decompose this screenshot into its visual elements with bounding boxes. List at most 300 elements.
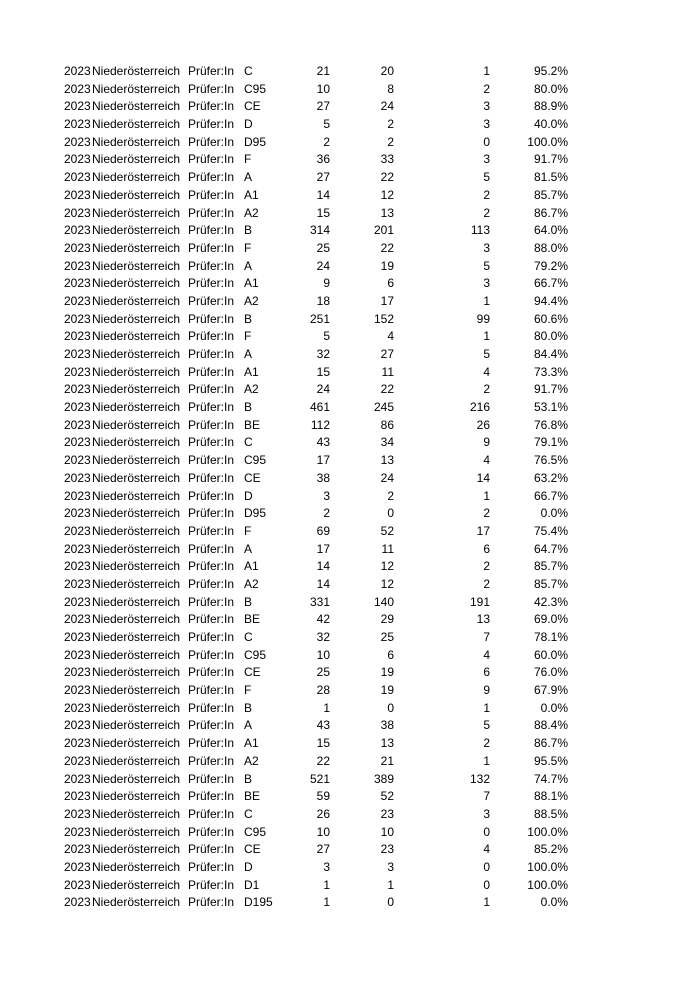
cell-pass-rate: 40.0% (533, 117, 568, 132)
cell-role: Prüfer:In (188, 859, 235, 874)
cell-role: Prüfer:In (188, 541, 235, 556)
cell-year: 2023 (64, 612, 91, 627)
cell-year: 2023 (64, 576, 91, 591)
cell-year: 2023 (64, 205, 91, 220)
cell-pass-rate: 88.9% (533, 99, 568, 114)
cell-total: 15 (316, 736, 330, 751)
cell-role: Prüfer:In (188, 700, 235, 715)
cell-region: Niederösterreich (92, 258, 181, 273)
table-row (64, 594, 574, 612)
cell-year: 2023 (64, 541, 91, 556)
cell-failed: 5 (483, 170, 490, 185)
cell-failed: 1 (483, 64, 490, 78)
cell-total: 14 (316, 576, 330, 591)
cell-role: Prüfer:In (188, 488, 235, 503)
cell-year: 2023 (64, 700, 91, 715)
cell-passed: 22 (380, 382, 394, 397)
cell-pass-rate: 74.7% (533, 771, 568, 786)
cell-region: Niederösterreich (92, 824, 181, 839)
cell-role: Prüfer:In (188, 276, 235, 291)
cell-failed: 4 (483, 364, 490, 379)
cell-year: 2023 (64, 789, 91, 804)
table-row (64, 258, 574, 276)
cell-total: 2 (323, 506, 330, 521)
cell-license-class: D (244, 488, 253, 503)
cell-year: 2023 (64, 647, 91, 662)
cell-passed: 6 (387, 647, 394, 662)
cell-year: 2023 (64, 630, 91, 644)
cell-region: Niederösterreich (92, 877, 181, 892)
cell-year: 2023 (64, 594, 91, 609)
cell-pass-rate: 91.7% (533, 152, 568, 167)
cell-pass-rate: 76.0% (533, 665, 568, 680)
cell-failed: 2 (483, 382, 490, 397)
cell-pass-rate: 73.3% (533, 364, 568, 379)
cell-pass-rate: 86.7% (533, 736, 568, 751)
cell-total: 5 (323, 329, 330, 344)
cell-region: Niederösterreich (92, 506, 181, 521)
data-table (64, 63, 574, 912)
cell-failed: 0 (483, 859, 490, 874)
cell-role: Prüfer:In (188, 842, 235, 857)
cell-total: 1 (323, 895, 330, 910)
cell-total: 32 (316, 347, 330, 361)
cell-role: Prüfer:In (188, 789, 235, 804)
cell-region: Niederösterreich (92, 276, 181, 291)
cell-failed: 14 (476, 470, 490, 485)
cell-pass-rate: 88.4% (533, 718, 568, 733)
cell-pass-rate: 63.2% (533, 470, 568, 485)
cell-year: 2023 (64, 347, 91, 361)
cell-region: Niederösterreich (92, 470, 181, 485)
cell-passed: 23 (380, 806, 394, 821)
table-row (64, 169, 574, 187)
cell-total: 22 (316, 753, 330, 768)
cell-pass-rate: 94.4% (533, 293, 568, 308)
cell-role: Prüfer:In (188, 647, 235, 662)
cell-passed: 6 (387, 276, 394, 291)
table-row (64, 364, 574, 382)
cell-total: 43 (316, 718, 330, 733)
table-row (64, 81, 574, 99)
cell-year: 2023 (64, 276, 91, 291)
cell-failed: 0 (483, 824, 490, 839)
cell-failed: 1 (483, 753, 490, 768)
cell-license-class: F (244, 240, 252, 255)
cell-role: Prüfer:In (188, 187, 235, 202)
cell-region: Niederösterreich (92, 117, 181, 132)
cell-total: 461 (309, 400, 330, 415)
cell-region: Niederösterreich (92, 205, 181, 220)
cell-license-class: A1 (244, 187, 259, 202)
cell-total: 3 (323, 859, 330, 874)
cell-region: Niederösterreich (92, 453, 181, 468)
cell-year: 2023 (64, 240, 91, 255)
cell-passed: 24 (380, 99, 394, 114)
table-row (64, 824, 574, 842)
cell-role: Prüfer:In (188, 665, 235, 680)
cell-role: Prüfer:In (188, 594, 235, 609)
cell-region: Niederösterreich (92, 647, 181, 662)
cell-region: Niederösterreich (92, 789, 181, 804)
cell-role: Prüfer:In (188, 523, 235, 538)
cell-region: Niederösterreich (92, 170, 181, 185)
cell-passed: 152 (373, 311, 394, 326)
cell-passed: 86 (380, 417, 394, 432)
cell-pass-rate: 75.4% (533, 523, 568, 538)
table-row (64, 399, 574, 417)
cell-role: Prüfer:In (188, 364, 235, 379)
cell-total: 27 (316, 842, 330, 857)
cell-region: Niederösterreich (92, 771, 181, 786)
cell-failed: 2 (483, 506, 490, 521)
cell-passed: 201 (373, 223, 394, 238)
cell-role: Prüfer:In (188, 576, 235, 591)
cell-license-class: D (244, 859, 253, 874)
cell-region: Niederösterreich (92, 806, 181, 821)
cell-passed: 4 (387, 329, 394, 344)
cell-failed: 3 (483, 152, 490, 167)
cell-failed: 132 (469, 771, 490, 786)
cell-year: 2023 (64, 736, 91, 751)
cell-region: Niederösterreich (92, 134, 181, 149)
cell-year: 2023 (64, 753, 91, 768)
cell-failed: 99 (476, 311, 490, 326)
cell-pass-rate: 100.0% (527, 824, 568, 839)
table-row (64, 222, 574, 240)
cell-failed: 6 (483, 541, 490, 556)
cell-year: 2023 (64, 718, 91, 733)
cell-pass-rate: 95.2% (533, 64, 568, 78)
cell-role: Prüfer:In (188, 400, 235, 415)
cell-passed: 22 (380, 170, 394, 185)
cell-pass-rate: 88.1% (533, 789, 568, 804)
cell-region: Niederösterreich (92, 753, 181, 768)
cell-year: 2023 (64, 771, 91, 786)
cell-total: 5 (323, 117, 330, 132)
cell-failed: 216 (469, 400, 490, 415)
cell-total: 314 (309, 223, 330, 238)
cell-passed: 12 (380, 576, 394, 591)
cell-license-class: C (244, 630, 253, 644)
cell-total: 1 (323, 700, 330, 715)
cell-failed: 9 (483, 683, 490, 698)
table-row (64, 647, 574, 665)
cell-role: Prüfer:In (188, 293, 235, 308)
cell-license-class: D95 (244, 134, 267, 149)
cell-pass-rate: 85.7% (533, 559, 568, 574)
cell-pass-rate: 64.7% (533, 541, 568, 556)
cell-license-class: D1 (244, 877, 260, 892)
cell-pass-rate: 79.1% (533, 435, 568, 450)
cell-failed: 13 (476, 612, 490, 627)
cell-total: 10 (316, 647, 330, 662)
cell-failed: 3 (483, 240, 490, 255)
cell-pass-rate: 53.1% (533, 400, 568, 415)
cell-pass-rate: 76.8% (533, 417, 568, 432)
cell-total: 112 (310, 417, 330, 432)
cell-region: Niederösterreich (92, 223, 181, 238)
cell-license-class: BE (244, 789, 261, 804)
cell-failed: 0 (483, 134, 490, 149)
table-row (64, 753, 574, 771)
cell-failed: 4 (483, 842, 490, 857)
cell-passed: 23 (380, 842, 394, 857)
cell-pass-rate: 67.9% (533, 683, 568, 698)
cell-role: Prüfer:In (188, 806, 235, 821)
cell-failed: 191 (469, 594, 490, 609)
cell-passed: 1 (387, 877, 394, 892)
cell-region: Niederösterreich (92, 541, 181, 556)
cell-passed: 2 (387, 117, 394, 132)
cell-role: Prüfer:In (188, 81, 235, 96)
cell-region: Niederösterreich (92, 718, 181, 733)
cell-role: Prüfer:In (188, 718, 235, 733)
cell-region: Niederösterreich (92, 400, 181, 415)
cell-license-class: CE (244, 842, 261, 857)
cell-license-class: C95 (244, 824, 267, 839)
cell-pass-rate: 80.0% (533, 81, 568, 96)
cell-failed: 1 (483, 329, 490, 344)
cell-role: Prüfer:In (188, 258, 235, 273)
cell-total: 32 (316, 630, 330, 644)
cell-year: 2023 (64, 117, 91, 132)
cell-year: 2023 (64, 435, 91, 450)
cell-year: 2023 (64, 64, 91, 78)
cell-role: Prüfer:In (188, 559, 235, 574)
cell-failed: 6 (483, 665, 490, 680)
cell-passed: 29 (380, 612, 394, 627)
cell-role: Prüfer:In (188, 311, 235, 326)
cell-region: Niederösterreich (92, 630, 181, 644)
cell-region: Niederösterreich (92, 293, 181, 308)
cell-failed: 0 (483, 877, 490, 892)
cell-passed: 25 (380, 630, 394, 644)
cell-pass-rate: 0.0% (540, 895, 568, 910)
table-row (64, 116, 574, 134)
cell-year: 2023 (64, 453, 91, 468)
cell-region: Niederösterreich (92, 842, 181, 857)
table-row (64, 859, 574, 877)
table-row (64, 700, 574, 718)
cell-total: 331 (309, 594, 330, 609)
cell-failed: 2 (483, 576, 490, 591)
cell-license-class: C95 (244, 453, 267, 468)
cell-role: Prüfer:In (188, 240, 235, 255)
cell-total: 1 (323, 877, 330, 892)
cell-license-class: A1 (244, 364, 259, 379)
cell-role: Prüfer:In (188, 223, 235, 238)
cell-license-class: C95 (244, 81, 267, 96)
cell-failed: 4 (483, 453, 490, 468)
cell-license-class: A2 (244, 576, 259, 591)
table-row (64, 877, 574, 895)
cell-passed: 22 (380, 240, 394, 255)
cell-region: Niederösterreich (92, 683, 181, 698)
cell-total: 69 (316, 523, 330, 538)
cell-passed: 52 (380, 789, 394, 804)
cell-pass-rate: 60.0% (533, 647, 568, 662)
cell-pass-rate: 85.7% (533, 187, 568, 202)
cell-failed: 3 (483, 99, 490, 114)
table-row (64, 452, 574, 470)
table-row (64, 505, 574, 523)
cell-total: 36 (316, 152, 330, 167)
cell-pass-rate: 100.0% (527, 134, 568, 149)
table-row (64, 788, 574, 806)
cell-region: Niederösterreich (92, 152, 181, 167)
cell-role: Prüfer:In (188, 99, 235, 114)
cell-total: 2 (323, 134, 330, 149)
cell-role: Prüfer:In (188, 347, 235, 361)
cell-role: Prüfer:In (188, 435, 235, 450)
cell-license-class: B (244, 771, 253, 786)
cell-license-class: A1 (244, 736, 259, 751)
cell-passed: 245 (373, 400, 394, 415)
cell-pass-rate: 100.0% (527, 859, 568, 874)
cell-total: 38 (316, 470, 330, 485)
cell-role: Prüfer:In (188, 205, 235, 220)
cell-passed: 13 (380, 736, 394, 751)
cell-pass-rate: 79.2% (533, 258, 568, 273)
cell-role: Prüfer:In (188, 417, 235, 432)
cell-passed: 12 (380, 187, 394, 202)
cell-year: 2023 (64, 470, 91, 485)
table-row (64, 806, 574, 824)
cell-license-class: C (244, 64, 253, 78)
cell-year: 2023 (64, 81, 91, 96)
table-row (64, 717, 574, 735)
cell-role: Prüfer:In (188, 877, 235, 892)
cell-region: Niederösterreich (92, 523, 181, 538)
table-row (64, 771, 574, 789)
cell-failed: 1 (483, 293, 490, 308)
table-row (64, 311, 574, 329)
cell-license-class: F (244, 523, 252, 538)
cell-total: 10 (316, 81, 330, 96)
cell-failed: 3 (483, 806, 490, 821)
cell-failed: 1 (483, 488, 490, 503)
cell-year: 2023 (64, 665, 91, 680)
cell-pass-rate: 84.4% (533, 347, 568, 361)
cell-region: Niederösterreich (92, 417, 181, 432)
cell-total: 28 (316, 683, 330, 698)
cell-license-class: CE (244, 665, 261, 680)
cell-passed: 11 (381, 541, 394, 556)
cell-total: 251 (309, 311, 330, 326)
cell-license-class: B (244, 311, 253, 326)
cell-failed: 2 (483, 187, 490, 202)
cell-total: 24 (316, 382, 330, 397)
cell-passed: 13 (380, 453, 394, 468)
cell-total: 25 (316, 240, 330, 255)
cell-role: Prüfer:In (188, 824, 235, 839)
cell-license-class: A (244, 258, 253, 273)
cell-failed: 17 (476, 523, 490, 538)
cell-license-class: A (244, 718, 253, 733)
cell-license-class: A (244, 347, 253, 361)
cell-passed: 17 (380, 293, 394, 308)
cell-failed: 7 (483, 789, 490, 804)
cell-passed: 0 (387, 700, 394, 715)
cell-pass-rate: 86.7% (533, 205, 568, 220)
cell-region: Niederösterreich (92, 665, 181, 680)
cell-role: Prüfer:In (188, 630, 235, 644)
cell-passed: 21 (380, 753, 394, 768)
cell-failed: 1 (483, 895, 490, 910)
table-row (64, 735, 574, 753)
cell-pass-rate: 91.7% (533, 382, 568, 397)
cell-year: 2023 (64, 364, 91, 379)
cell-license-class: A1 (244, 559, 259, 574)
cell-license-class: B (244, 223, 253, 238)
cell-failed: 113 (470, 223, 490, 238)
cell-passed: 0 (387, 506, 394, 521)
cell-role: Prüfer:In (188, 453, 235, 468)
cell-region: Niederösterreich (92, 99, 181, 114)
cell-pass-rate: 60.6% (533, 311, 568, 326)
cell-pass-rate: 42.3% (533, 594, 568, 609)
cell-failed: 2 (483, 736, 490, 751)
cell-region: Niederösterreich (92, 895, 181, 910)
cell-year: 2023 (64, 859, 91, 874)
cell-pass-rate: 88.0% (533, 240, 568, 255)
cell-license-class: B (244, 400, 253, 415)
cell-passed: 389 (373, 771, 394, 786)
cell-passed: 3 (387, 859, 394, 874)
cell-year: 2023 (64, 806, 91, 821)
cell-passed: 10 (380, 824, 394, 839)
cell-year: 2023 (64, 293, 91, 308)
cell-role: Prüfer:In (188, 895, 235, 910)
cell-region: Niederösterreich (92, 347, 181, 361)
cell-year: 2023 (64, 99, 91, 114)
table-row (64, 240, 574, 258)
cell-passed: 19 (380, 665, 394, 680)
cell-role: Prüfer:In (188, 64, 235, 78)
cell-total: 26 (316, 806, 330, 821)
table-row (64, 488, 574, 506)
cell-passed: 12 (380, 559, 394, 574)
cell-region: Niederösterreich (92, 187, 181, 202)
cell-region: Niederösterreich (92, 559, 181, 574)
cell-total: 25 (316, 665, 330, 680)
cell-region: Niederösterreich (92, 240, 181, 255)
cell-license-class: A (244, 541, 253, 556)
cell-failed: 9 (483, 435, 490, 450)
cell-region: Niederösterreich (92, 81, 181, 96)
cell-pass-rate: 0.0% (540, 506, 568, 521)
cell-failed: 2 (483, 81, 490, 96)
cell-pass-rate: 78.1% (533, 630, 568, 644)
cell-year: 2023 (64, 134, 91, 149)
table-row (64, 541, 574, 559)
cell-pass-rate: 85.7% (533, 576, 568, 591)
cell-license-class: C (244, 435, 253, 450)
cell-passed: 2 (387, 134, 394, 149)
cell-year: 2023 (64, 417, 91, 432)
cell-failed: 1 (483, 700, 490, 715)
cell-total: 15 (316, 205, 330, 220)
table-row (64, 417, 574, 435)
cell-passed: 13 (380, 205, 394, 220)
cell-role: Prüfer:In (188, 612, 235, 627)
cell-year: 2023 (64, 683, 91, 698)
cell-region: Niederösterreich (92, 576, 181, 591)
cell-passed: 27 (380, 347, 394, 361)
cell-passed: 0 (387, 895, 394, 910)
cell-year: 2023 (64, 877, 91, 892)
